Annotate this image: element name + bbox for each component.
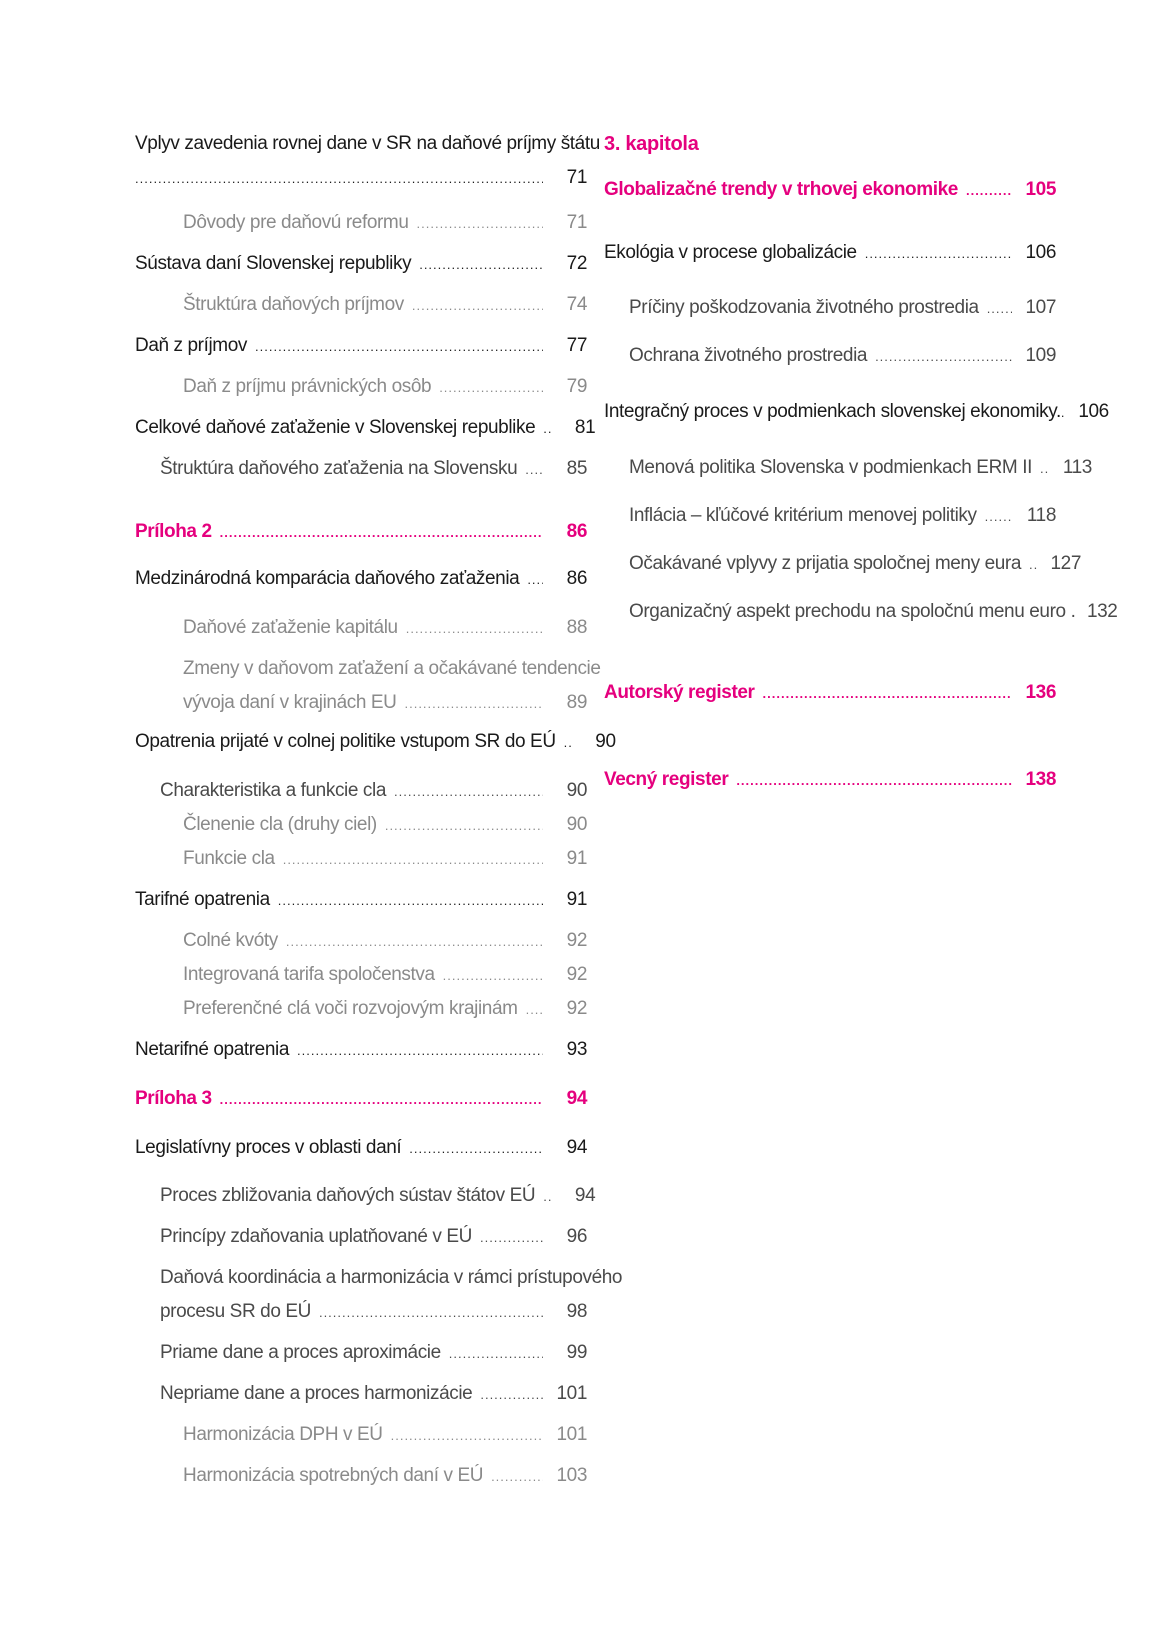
page-number: 101 (556, 1424, 587, 1445)
toc-entry-title: Proces zbližovania daňových sústav štátov EÚ (160, 1185, 536, 1206)
toc-entry-title: procesu SR do EÚ (160, 1301, 311, 1322)
toc-entry-title: vývoja daní v krajinách EU (183, 692, 397, 713)
toc-appendix-entry[interactable] (135, 520, 587, 545)
toc-entry-title: Nepriame dane a proces harmonizácie (160, 1383, 473, 1404)
toc-entry-title: Princípy zdaňovania uplatňované v EÚ (160, 1226, 472, 1247)
toc-entry-title: Inflácia – kľúčové kritérium menovej politiky (629, 505, 977, 526)
page-number: 71 (566, 167, 587, 188)
toc-entry-title: Štruktúra daňových príjmov (183, 294, 404, 315)
toc-entry-title: Ekológia v procese globalizácie (604, 242, 857, 263)
page-number: 71 (566, 212, 587, 233)
toc-entry[interactable] (183, 616, 587, 641)
page-number: 94 (574, 1185, 596, 1206)
toc-entry-title: Daň z príjmov (135, 335, 248, 356)
dot-leader (564, 731, 572, 755)
toc-entry[interactable] (183, 375, 587, 400)
dot-leader (875, 345, 1012, 369)
page-number: 90 (566, 780, 587, 801)
toc-entry[interactable] (629, 600, 1118, 625)
toc-entry[interactable] (629, 296, 1056, 321)
toc-entry[interactable] (135, 416, 596, 441)
toc-entry-title: Harmonizácia spotrebných daní v EÚ (183, 1465, 484, 1486)
dot-leader (319, 1301, 543, 1325)
page-number: 85 (566, 458, 587, 479)
page-number: 92 (566, 930, 587, 951)
toc-entry-line: Vplyv zavedenia rovnej dane v SR na daňové príjmy štátu (135, 133, 600, 154)
dot-leader (526, 998, 543, 1022)
toc-entry[interactable] (135, 166, 587, 191)
page-number: 99 (566, 1342, 587, 1363)
toc-entry[interactable] (160, 1300, 587, 1325)
toc-chapter-title-entry[interactable] (604, 178, 1056, 203)
toc-entry-title: Daň z príjmu právnických osôb (183, 376, 432, 397)
page-number: 90 (566, 814, 587, 835)
toc-entry[interactable] (604, 241, 1056, 266)
chapter-heading: 3. kapitola (604, 133, 699, 155)
dot-leader (480, 1383, 543, 1407)
toc-entry-title: Medzinárodná komparácia daňového zaťaženia (135, 568, 520, 589)
toc-entry[interactable] (183, 813, 587, 838)
dot-leader (404, 692, 543, 716)
dot-leader (1029, 553, 1037, 577)
page-number: 94 (566, 1137, 587, 1158)
page-number: 86 (566, 521, 587, 542)
toc-entry[interactable] (160, 1382, 587, 1407)
toc-entry-title: Colné kvóty (183, 930, 278, 951)
toc-entry-line: Zmeny v daňovom zaťažení a očakávané tendencie (183, 658, 601, 679)
toc-entry-title: Opatrenia prijaté v colnej politike vstupom SR do EÚ (135, 731, 556, 752)
page-number: 106 (1025, 242, 1056, 263)
toc-entry[interactable] (135, 888, 587, 913)
toc-entry[interactable] (183, 691, 587, 716)
page-number: 109 (1025, 345, 1056, 366)
toc-entry-title: Preferenčné clá voči rozvojovým krajinám (183, 998, 518, 1019)
page-number: 107 (1025, 297, 1056, 318)
toc-entry-title: Príloha 3 (135, 1088, 212, 1109)
dot-leader (543, 1185, 551, 1209)
toc-appendix-entry[interactable] (135, 1087, 587, 1112)
page-number: 88 (566, 617, 587, 638)
toc-entry[interactable] (183, 1464, 587, 1489)
toc-entry[interactable] (135, 567, 587, 592)
page-number: 103 (556, 1465, 587, 1486)
toc-entry-title: Vecný register (604, 769, 729, 790)
toc-entry[interactable] (135, 334, 587, 359)
page-number: 94 (566, 1088, 587, 1109)
page-number: 93 (566, 1039, 587, 1060)
dot-leader (417, 212, 543, 236)
dot-leader (406, 617, 543, 641)
dot-leader (480, 1226, 543, 1250)
toc-entry[interactable] (135, 1038, 587, 1063)
toc-entry-title: Legislatívny proces v oblasti daní (135, 1137, 402, 1158)
page-number: 127 (1050, 553, 1082, 574)
toc-entry-title: Harmonizácia DPH v EÚ (183, 1424, 383, 1445)
dot-leader (409, 1137, 543, 1161)
dot-leader (220, 521, 543, 545)
dot-leader (255, 335, 543, 359)
dot-leader (135, 167, 543, 191)
toc-entry[interactable] (160, 457, 587, 482)
page-number: 101 (556, 1383, 587, 1404)
page-number: 92 (566, 964, 587, 985)
dot-leader (278, 889, 543, 913)
dot-leader (527, 568, 543, 592)
toc-entry-title: Štruktúra daňového zaťaženia na Slovensku (160, 458, 518, 479)
dot-leader (439, 376, 543, 400)
toc-entry[interactable] (183, 1423, 587, 1448)
toc-entry[interactable] (183, 963, 587, 988)
toc-entry-title: Príčiny poškodzovania životného prostredia (629, 297, 979, 318)
dot-leader (1040, 457, 1048, 481)
page-number: 79 (566, 376, 587, 397)
toc-entry-title: Dôvody pre daňovú reformu (183, 212, 409, 233)
toc-entry-title: Organizačný aspekt prechodu na spoločnú menu euro . (629, 601, 1076, 622)
dot-leader (1061, 401, 1065, 425)
toc-entry-title: Globalizačné trendy v trhovej ekonomike (604, 179, 958, 200)
toc-entry-title: Funkcie cla (183, 848, 275, 869)
toc-entry[interactable] (160, 1341, 587, 1366)
page-number: 106 (1078, 401, 1109, 422)
toc-entry[interactable] (629, 552, 1082, 577)
dot-leader (220, 1088, 543, 1112)
dot-leader (736, 769, 1012, 793)
toc-entry[interactable] (183, 847, 587, 872)
toc-entry-title: Menová politika Slovenska v podmienkach ERM II (629, 457, 1032, 478)
toc-register-entry[interactable] (604, 768, 1056, 793)
toc-entry[interactable] (183, 997, 587, 1022)
page-number: 72 (566, 253, 587, 274)
dot-leader (966, 179, 1012, 203)
toc-entry[interactable] (135, 730, 616, 755)
toc-entry-title: Charakteristika a funkcie cla (160, 780, 387, 801)
toc-entry[interactable] (183, 211, 587, 236)
dot-leader (543, 417, 551, 441)
page-number: 96 (566, 1226, 587, 1247)
page-number: 118 (1026, 505, 1056, 526)
toc-entry[interactable] (629, 344, 1056, 369)
page-number: 92 (566, 998, 587, 1019)
toc-register-entry[interactable] (604, 681, 1056, 706)
dot-leader (763, 682, 1012, 706)
toc-entry-title: Sústava daní Slovenskej republiky (135, 253, 412, 274)
dot-leader (391, 1424, 543, 1448)
page-number: 81 (574, 417, 596, 438)
dot-leader (449, 1342, 543, 1366)
page-number: 138 (1025, 769, 1056, 790)
toc-entry[interactable] (183, 293, 587, 318)
toc-entry-title: Netarifné opatrenia (135, 1039, 290, 1060)
dot-leader (412, 294, 543, 318)
toc-entry[interactable] (160, 1184, 596, 1209)
toc-entry-title: Tarifné opatrenia (135, 889, 270, 910)
page-number: 136 (1025, 682, 1056, 703)
dot-leader (865, 242, 1012, 266)
page-number: 89 (566, 692, 587, 713)
page-number: 113 (1062, 457, 1092, 478)
dot-leader (419, 253, 543, 277)
dot-leader (394, 780, 543, 804)
toc-entry-title: Príloha 2 (135, 521, 212, 542)
toc-entry-title: Očakávané vplyvy z prijatia spoločnej meny eura (629, 553, 1022, 574)
dot-leader (985, 505, 1012, 529)
page-number: 105 (1025, 179, 1056, 200)
page-number: 86 (566, 568, 587, 589)
toc-entry[interactable] (629, 504, 1056, 529)
toc-entry[interactable] (135, 252, 587, 277)
toc-entry-title: Integrovaná tarifa spoločenstva (183, 964, 435, 985)
dot-leader (443, 964, 543, 988)
toc-entry[interactable] (160, 779, 587, 804)
dot-leader (297, 1039, 543, 1063)
toc-entry-title: Celkové daňové zaťaženie v Slovenskej republike (135, 417, 536, 438)
page-number: 98 (566, 1301, 587, 1322)
toc-entry-title: Autorský register (604, 682, 755, 703)
page-number: 90 (595, 731, 616, 752)
toc-entry[interactable] (629, 456, 1092, 481)
toc-entry-title: Členenie cla (druhy ciel) (183, 814, 377, 835)
toc-entry-title: Ochrana životného prostredia (629, 345, 868, 366)
dot-leader (286, 930, 543, 954)
page-number: 91 (566, 848, 587, 869)
page-number: 132 (1086, 601, 1118, 622)
toc-entry-line: Daňová koordinácia a harmonizácia v rámci prístupového (160, 1267, 623, 1288)
page-number: 74 (566, 294, 587, 315)
dot-leader (525, 458, 543, 482)
toc-entry[interactable] (183, 929, 587, 954)
dot-leader (491, 1465, 543, 1489)
toc-entry[interactable] (160, 1225, 587, 1250)
page-number: 91 (566, 889, 587, 910)
toc-entry[interactable] (604, 400, 1109, 425)
toc-entry-title: Priame dane a proces aproximácie (160, 1342, 441, 1363)
dot-leader (987, 297, 1012, 321)
toc-entry[interactable] (135, 1136, 587, 1161)
toc-entry-title: Integračný proces v podmienkach slovenskej ekonomiky. (604, 401, 1061, 422)
dot-leader (385, 814, 543, 838)
toc-entry-title: Daňové zaťaženie kapitálu (183, 617, 398, 638)
dot-leader (283, 848, 543, 872)
page-number: 77 (566, 335, 587, 356)
